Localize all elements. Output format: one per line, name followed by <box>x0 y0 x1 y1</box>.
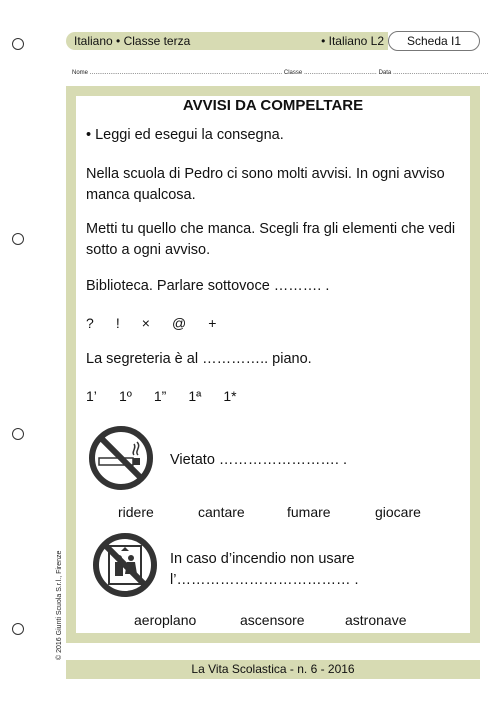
notice-4-line-1: In caso d’incendio non usare <box>170 551 355 567</box>
intro-line-3: Metti tu quello che manca. Scegli fra gli elementi che vedi <box>86 221 456 237</box>
option-symbol: 1” <box>153 388 167 404</box>
copyright-note: © 2016 Giunti Scuola S.r.l., Firenze <box>56 550 63 660</box>
notice-2-text: La segreteria è al ………….. piano. <box>86 351 312 367</box>
option-symbol: ! <box>115 315 120 331</box>
instruction: • Leggi ed esegui la consegna. <box>86 127 284 143</box>
intro-line-2: manca qualcosa. <box>86 187 196 203</box>
sheet-label: Scheda I1 <box>388 31 480 51</box>
option-word: astronave <box>345 612 407 628</box>
option-symbol: ? <box>86 315 94 331</box>
option-word: giocare <box>375 504 421 520</box>
binder-hole <box>12 38 24 50</box>
option-word: ridere <box>118 504 154 520</box>
option-symbol: × <box>141 315 150 331</box>
option-word: cantare <box>198 504 245 520</box>
option-symbol: 1ª <box>188 388 202 404</box>
class-field-label: Classe <box>283 70 303 76</box>
notice-1-text: Biblioteca. Parlare sottovoce ………. . <box>86 278 330 294</box>
no-smoking-sign-icon <box>88 425 154 491</box>
option-word: ascensore <box>240 612 305 628</box>
notice-4-line-2: l’……………………………… . <box>170 572 359 588</box>
binder-hole <box>12 623 24 635</box>
subject-class-label: Italiano • Classe terza <box>66 32 310 50</box>
binder-hole <box>12 233 24 245</box>
notice-2-options <box>86 386 255 408</box>
binder-hole <box>12 428 24 440</box>
notice-1-options <box>86 313 234 335</box>
option-symbol: 1* <box>223 388 237 404</box>
option-symbol: 1’ <box>86 388 97 404</box>
option-word: fumare <box>287 504 331 520</box>
student-fields: Nome ....................................................................................................... Classe ....................................... Data ................................................... <box>72 70 489 76</box>
notice-3-text: Vietato ……………………. . <box>170 452 347 468</box>
intro-line-1: Nella scuola di Pedro ci sono molti avvisi. In ogni avviso <box>86 166 445 182</box>
date-field-label: Data <box>378 70 392 76</box>
level-label: • Italiano L2 <box>310 32 388 50</box>
header-band <box>66 32 480 50</box>
option-symbol: + <box>208 315 217 331</box>
option-symbol: 1º <box>118 388 132 404</box>
name-field-label: Nome <box>72 70 89 76</box>
intro-line-4: sotto a ogni avviso. <box>86 242 211 258</box>
no-elevator-sign-icon <box>92 532 158 598</box>
footer-band: La Vita Scolastica - n. 6 - 2016 <box>66 660 480 679</box>
option-symbol: @ <box>171 315 187 331</box>
option-word: aeroplano <box>134 612 197 628</box>
exercise-title: AVVISI DA COMPELTARE <box>182 97 364 114</box>
